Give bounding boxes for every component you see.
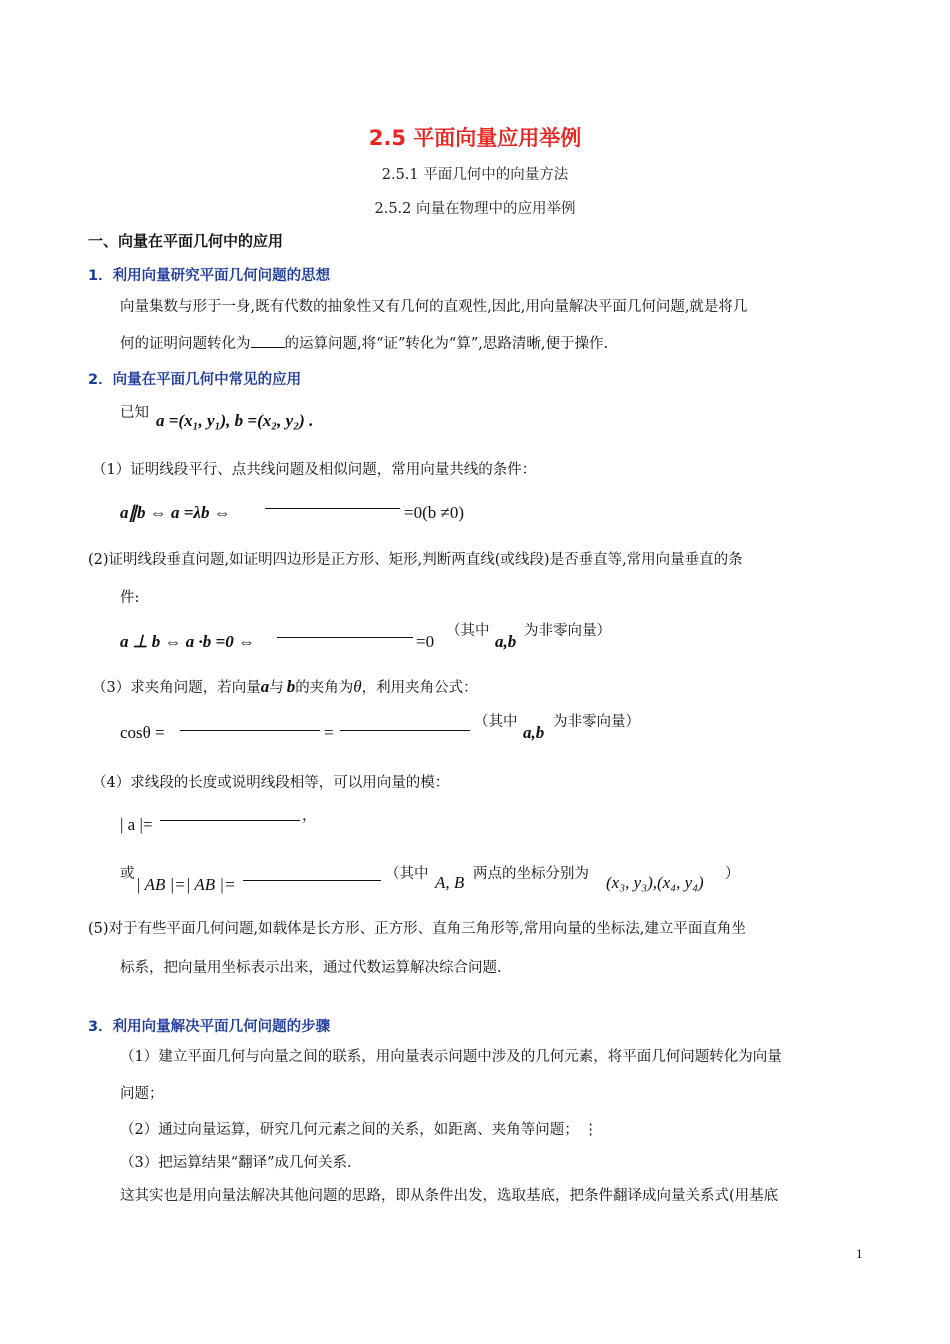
step-3: （3）把运算结果“翻译”成几何关系.	[120, 1155, 352, 1171]
item-4-note-mid: 两点的坐标分别为	[473, 866, 589, 882]
item-2-right: =0	[416, 632, 435, 651]
line2-after: 的运算问题,将“证”转化为“算”,思路清晰,便于操作.	[284, 336, 609, 352]
item-2-note-open: （其中	[446, 623, 490, 639]
item-3-text	[92, 677, 478, 698]
item-4-formula	[120, 815, 152, 835]
item-4-note-open: （其中	[385, 866, 429, 882]
item-3-note-open: （其中	[474, 714, 518, 730]
item-3-blank-1	[180, 730, 320, 731]
item-2-formula: a ⊥ b ⇔ a ·b =0 ⇔	[120, 632, 255, 651]
item-3-theta: θ	[353, 677, 362, 696]
item-1-formula: a∥b ⇔ a =λb ⇔	[120, 503, 231, 522]
item-1-right: =0(b ≠0)	[404, 503, 464, 522]
item-3-mid: =	[324, 723, 334, 742]
item-3-text-d: ，利用夹角公式：	[361, 680, 478, 696]
item-2-note-vars: a,b	[495, 632, 517, 651]
item-4-text: （4）求线段的长度或说明线段相等，可以用向量的模：	[92, 775, 450, 791]
subsection-2-heading: 2．向量在平面几何中常见的应用	[88, 372, 302, 388]
item-4-note-vars: A, B	[435, 873, 465, 892]
item-5-line-1: (5)对于有些平面几何问题,如载体是长方形、正方形、直角三角形等,常用向量的坐标法,建立平面直角坐	[88, 921, 746, 937]
subtitle-2: 2.5.2 向量在物理中的应用举例	[374, 201, 576, 217]
item-3-note-close: 为非零向量）	[553, 714, 640, 730]
item-4-blank-1	[160, 820, 300, 821]
item-3-formula: cosθ =	[120, 723, 165, 742]
item-2-line-2: 件:	[120, 590, 140, 606]
answer-blank	[251, 335, 285, 348]
item-3-var-a: a	[260, 677, 270, 696]
subtitle-1: 2.5.1 平面几何中的向量方法	[381, 167, 569, 183]
item-2-blank	[277, 637, 413, 638]
item-3-var-b: b	[286, 677, 296, 696]
closing-line: 这其实也是用向量法解决其他问题的思路，即从条件出发，选取基底，把条件翻译成向量关系式(用基底	[120, 1188, 779, 1204]
item-3-text-c: 的夹角为	[295, 680, 354, 696]
known-formula: a =(x₁, y₁), b =(x₂, y₂) .	[156, 411, 314, 430]
subsection-1-line-1: 向量集数与形于一身,既有代数的抽象性又有几何的直观性,因此,用向量解决平面几何问题,就是将几	[120, 299, 748, 315]
item-5-line-2: 标系，把向量用坐标表示出来，通过代数运算解决综合问题.	[120, 960, 502, 976]
subsection-3-heading: 3．利用向量解决平面几何问题的步骤	[88, 1019, 331, 1035]
item-1-blank	[265, 508, 400, 509]
step-2: （2）通过向量运算，研究几何元素之间的关系，如距离、夹角等问题； ⋮	[120, 1122, 598, 1138]
item-4-note-close: ）	[725, 866, 740, 882]
page-title: 2.5 平面向量应用举例	[368, 126, 582, 150]
item-2-note-close: 为非零向量）	[524, 623, 611, 639]
page-number: 1	[856, 1246, 863, 1261]
item-4-formula-2: | AB |=| AB |=	[136, 875, 236, 894]
item-4-comma: ，	[302, 808, 317, 824]
item-3-note-vars: a,b	[523, 723, 545, 742]
item-3-text-a: （3）求夹角问题，若向量	[92, 680, 261, 696]
subsection-1-heading: 1．利用向量研究平面几何问题的思想	[88, 268, 331, 284]
step-1-line-2: 问题；	[120, 1086, 164, 1102]
section-heading: 一、向量在平面几何中的应用	[88, 232, 284, 250]
item-3-text-b: 与	[269, 680, 284, 696]
line2-before: 何的证明问题转化为	[120, 336, 251, 352]
item-2-line-1: (2)证明线段垂直问题,如证明四边形是正方形、矩形,判断两直线(或线段)是否垂直等,常用向量垂直的条	[88, 552, 743, 568]
item-4-or: 或	[120, 866, 135, 882]
item-4-formula-text: | a |=	[120, 815, 153, 834]
item-4-blank-2	[243, 880, 381, 881]
known-label: 已知	[120, 405, 149, 421]
item-3-blank-2	[340, 730, 470, 731]
subsection-1-line-2	[120, 334, 608, 354]
step-1-line-1: （1）建立平面几何与向量之间的联系，用向量表示问题中涉及的几何元素，将平面几何问题转化为向量	[120, 1049, 782, 1065]
item-1-text: （1）证明线段平行、点共线问题及相似问题，常用向量共线的条件：	[92, 462, 537, 478]
item-4-note-coords: (x₃, y₃),(x₄, y₄)	[606, 873, 704, 892]
